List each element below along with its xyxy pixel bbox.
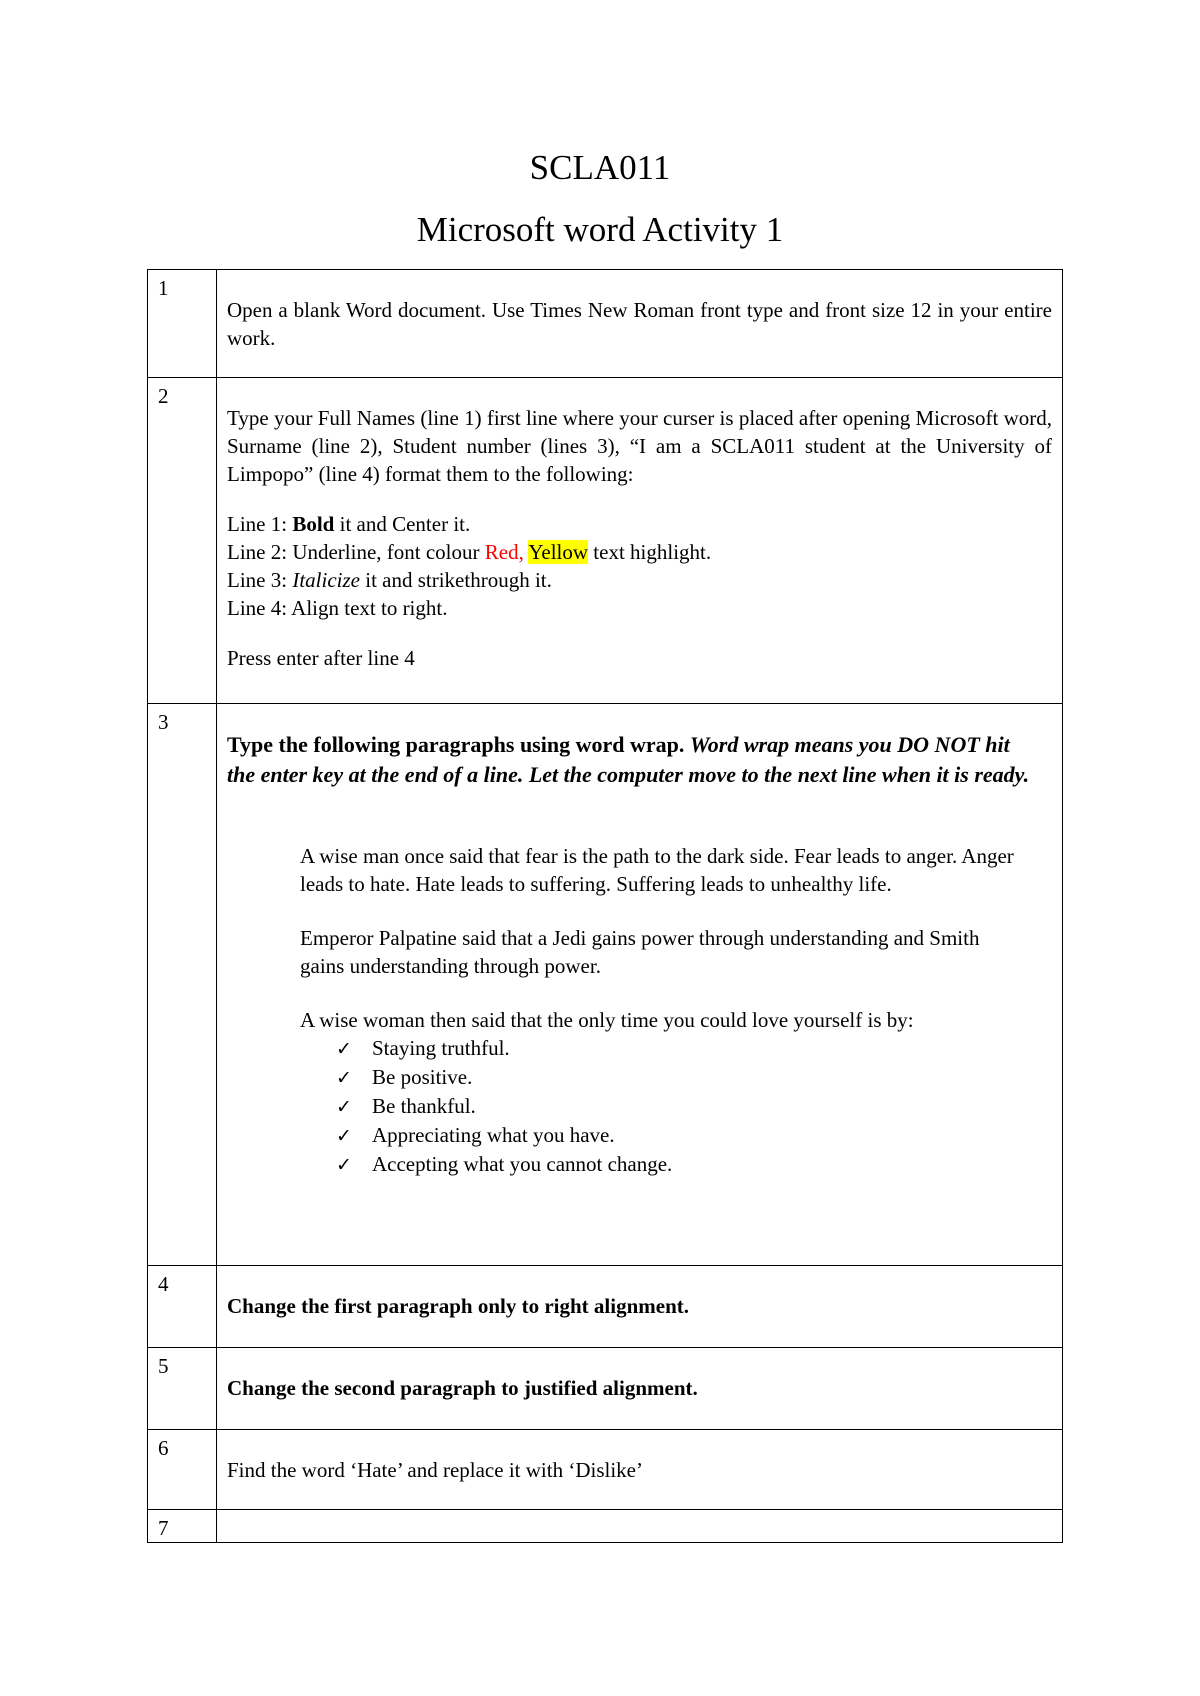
row-content (217, 270, 1063, 378)
format-line-1: Line 1: Bold it and Center it. (227, 512, 471, 536)
table-row (148, 1348, 1063, 1430)
italic-word: Italicize (292, 568, 360, 592)
check-icon: ✓ (336, 1154, 352, 1176)
instruction-text: Change the first paragraph only to right alignment. (227, 1294, 689, 1318)
instruction-text: Open a blank Word document. Use Times New Roman front type and front size 12 in your entire work. (227, 298, 1052, 350)
format-line-2: Line 2: Underline, font colour Red, Yellow text highlight. (227, 540, 712, 564)
table-row (148, 378, 1063, 704)
table-row (148, 1430, 1063, 1510)
format-line-3: Line 3: Italicize it and strikethrough it. (227, 568, 552, 592)
bold-word: Bold (292, 512, 335, 536)
checklist (300, 1034, 1022, 1179)
check-icon: ✓ (336, 1096, 352, 1118)
row-number: 4 (148, 1266, 217, 1348)
instruction-text: Change the second paragraph to justified alignment. (227, 1376, 698, 1400)
row-content (217, 1266, 1063, 1348)
activity-table (147, 269, 1063, 1543)
list-item: ✓ Staying truthful. (336, 1034, 1022, 1063)
row-content (217, 1510, 1063, 1543)
list-item: ✓ Be thankful. (336, 1092, 1022, 1121)
instruction-text: Find the word ‘Hate’ and replace it with ‘Dislike’ (227, 1458, 643, 1482)
list-item: ✓ Appreciating what you have. (336, 1121, 1022, 1150)
instruction-footer: Press enter after line 4 (227, 646, 415, 670)
row-number: 3 (148, 704, 217, 1266)
row-content (217, 704, 1063, 1266)
table-row (148, 1510, 1063, 1543)
paragraph-2: Emperor Palpatine said that a Jedi gains power through understanding and Smith gains understanding through power. (300, 926, 980, 978)
row-number: 6 (148, 1430, 217, 1510)
row-content (217, 378, 1063, 704)
row-content (217, 1348, 1063, 1430)
instruction-intro: Type your Full Names (line 1) first line where your curser is placed after opening Microsoft word, Surname (line 2), Student number (lines 3), “I am a SCLA011 student at the University of Limpopo” (line 4) format them to the following: (227, 406, 1052, 486)
row-number: 5 (148, 1348, 217, 1430)
table-row (148, 270, 1063, 378)
check-icon: ✓ (336, 1038, 352, 1060)
list-item: ✓ Be positive. (336, 1063, 1022, 1092)
row-number: 1 (148, 270, 217, 378)
activity-title: Microsoft word Activity 1 (416, 210, 784, 249)
table-row (148, 704, 1063, 1266)
row-content (217, 1430, 1063, 1510)
course-code: SCLA011 (529, 148, 671, 187)
paragraph-1: A wise man once said that fear is the path to the dark side. Fear leads to anger. Anger leads to hate. Hate leads to suffering. Suffering leads to unhealthy life. (300, 844, 1014, 896)
table-row (148, 1266, 1063, 1348)
check-icon: ✓ (336, 1067, 352, 1089)
check-icon: ✓ (336, 1125, 352, 1147)
paragraph-3: A wise woman then said that the only time you could love yourself is by: (300, 1008, 914, 1032)
row-number: 7 (148, 1510, 217, 1543)
word-wrap-instruction: Type the following paragraphs using word wrap. Word wrap means you DO NOT hit the enter key at the end of a line. Let the computer move to the next line when it is ready. (227, 732, 1030, 787)
row-number: 2 (148, 378, 217, 704)
red-word: Red, (484, 540, 524, 564)
format-line-4: Line 4: Align text to right. (227, 596, 448, 620)
highlighted-word: Yellow (528, 540, 589, 564)
list-item: ✓ Accepting what you cannot change. (336, 1150, 1022, 1179)
